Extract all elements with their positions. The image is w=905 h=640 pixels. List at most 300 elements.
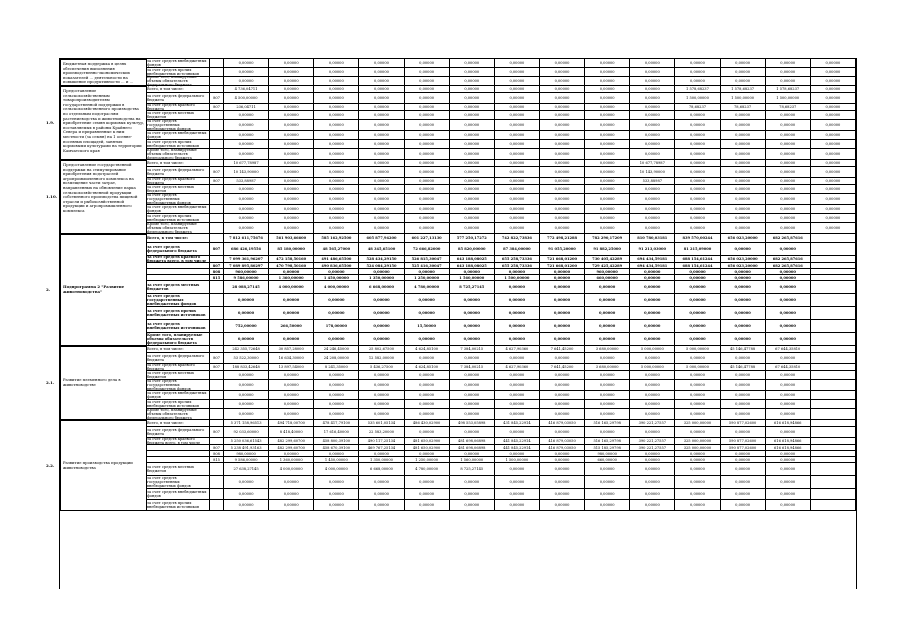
- value-cell: 0,00000: [495, 140, 540, 148]
- grbs-cell: [210, 256, 224, 262]
- value-cell: 0,00000: [405, 333, 450, 345]
- value-cell: 0,00000: [314, 131, 359, 139]
- value-cell: 655 258,73336: [495, 263, 540, 268]
- value-cell: 616 618,94866: [766, 420, 811, 426]
- value-cell: 1 350,00000: [359, 275, 404, 280]
- value-cell: 0,00000: [766, 476, 811, 488]
- value-cell: 22 583,20000: [359, 427, 404, 437]
- value-cell: 590 877,02600: [721, 420, 766, 426]
- value-cell: 0,00000: [224, 400, 269, 408]
- table-row: [60, 438, 856, 445]
- value-cell: 0,00000: [495, 167, 540, 177]
- value-cell: 13 897,54000: [269, 364, 314, 370]
- value-cell: 0,00000: [630, 307, 675, 319]
- source-cell: Кроме того, планируемые объемы обязательств федерального бюджета: [146, 409, 210, 419]
- value-cell: 0,00000: [359, 59, 404, 67]
- value-cell: 0,00000: [405, 380, 450, 390]
- value-cell: 0,00000: [359, 223, 404, 233]
- source-cell: [146, 451, 210, 456]
- value-cell: [811, 263, 856, 268]
- value-cell: 656 023,20000: [721, 256, 766, 262]
- value-cell: 0,00000: [540, 463, 585, 475]
- value-cell: 0,00000: [766, 68, 811, 76]
- value-cell: 0,00000: [269, 214, 314, 222]
- value-cell: 67 644,35810: [766, 364, 811, 370]
- value-cell: 0,00000: [269, 160, 314, 166]
- source-cell: [146, 457, 210, 462]
- source-cell: за счет средств федерального бюджета: [146, 427, 210, 437]
- value-cell: [811, 445, 856, 450]
- value-cell: 0,00000: [224, 391, 269, 399]
- value-cell: 0,00000: [450, 149, 495, 159]
- value-cell: 0,00000: [450, 476, 495, 488]
- value-cell: 9 586,00000: [224, 457, 269, 462]
- value-cell: 0,00000: [585, 86, 630, 92]
- value-cell: 0,00000: [585, 59, 630, 67]
- value-cell: 0,00000: [766, 149, 811, 159]
- value-cell: 0,00000: [811, 185, 856, 193]
- value-cell: 0,00000: [495, 353, 540, 363]
- budget-table: [46, 58, 857, 589]
- value-cell: 1 500,00000: [721, 93, 766, 103]
- grbs-cell: [210, 281, 224, 293]
- value-cell: 0,00000: [585, 68, 630, 76]
- value-cell: 0,00000: [675, 77, 720, 85]
- value-cell: 0,00000: [721, 409, 766, 419]
- value-cell: 6 668,00000: [359, 281, 404, 293]
- value-cell: 0,00000: [721, 205, 766, 213]
- value-cell: 0,00000: [540, 307, 585, 319]
- value-cell: 0,00000: [450, 269, 495, 274]
- value-cell: 0,00000: [450, 307, 495, 319]
- value-cell: 0,00000: [721, 427, 766, 437]
- value-cell: 782 290,17209: [585, 234, 630, 242]
- value-cell: 694 434,59181: [630, 263, 675, 268]
- value-cell: 85 180,00000: [269, 243, 314, 255]
- value-cell: 0,00000: [269, 140, 314, 148]
- value-cell: 0,00000: [359, 269, 404, 274]
- value-cell: 0,00000: [630, 427, 675, 437]
- value-cell: 0,00000: [495, 380, 540, 390]
- value-cell: 0,00000: [675, 140, 720, 148]
- value-cell: 431 845,22914: [495, 420, 540, 426]
- value-cell: 0,00000: [721, 68, 766, 76]
- value-cell: 0,00000: [450, 111, 495, 119]
- value-cell: 0,00000: [540, 500, 585, 510]
- value-cell: [811, 380, 856, 390]
- value-cell: 0,00000: [495, 409, 540, 419]
- value-cell: 590 877,02600: [721, 445, 766, 450]
- value-cell: 4 780,00000: [405, 281, 450, 293]
- value-cell: 1 578,68237: [721, 86, 766, 92]
- value-cell: 0,00000: [405, 371, 450, 379]
- value-cell: 0,00000: [495, 194, 540, 204]
- value-cell: 0,00000: [540, 380, 585, 390]
- value-cell: 0,00000: [585, 167, 630, 177]
- value-cell: 1 578,68237: [675, 86, 720, 92]
- value-cell: 0,00000: [224, 140, 269, 148]
- value-cell: 0,00000: [359, 489, 404, 499]
- value-cell: 92 033,60000: [224, 427, 269, 437]
- value-cell: 0,00000: [675, 281, 720, 293]
- value-cell: 0,00000: [675, 59, 720, 67]
- value-cell: 4 624,85100: [405, 364, 450, 370]
- value-cell: 53 522,30000: [224, 353, 269, 363]
- value-cell: 686 426,19556: [224, 243, 269, 255]
- value-cell: 0,00000: [630, 294, 675, 306]
- value-cell: 0,00000: [811, 77, 856, 85]
- value-cell: 390 221,27557: [630, 420, 675, 426]
- value-cell: 87 384,00000: [495, 243, 540, 255]
- value-cell: 0,00000: [224, 476, 269, 488]
- table-row: [60, 194, 856, 205]
- value-cell: 242 355,72648: [224, 346, 269, 352]
- value-cell: 0,00000: [224, 214, 269, 222]
- value-cell: 561 903,66600: [269, 234, 314, 242]
- value-cell: 0,00000: [405, 409, 450, 419]
- value-cell: 0,00000: [585, 320, 630, 332]
- value-cell: 0,00000: [224, 380, 269, 390]
- grbs-cell: [210, 346, 224, 352]
- grbs-cell: [210, 409, 224, 419]
- section-number: 2.: [46, 287, 51, 292]
- value-cell: 0,00000: [359, 86, 404, 92]
- value-cell: 0,00000: [766, 307, 811, 319]
- value-cell: 0,00000: [359, 68, 404, 76]
- value-cell: 4 000,00000: [314, 281, 359, 293]
- value-cell: [811, 427, 856, 437]
- grbs-cell: 807: [210, 167, 224, 177]
- grbs-cell: [210, 294, 224, 306]
- value-cell: 0,00000: [405, 178, 450, 184]
- value-cell: 1 350,00000: [359, 457, 404, 462]
- value-cell: 0,00000: [675, 167, 720, 177]
- source-cell: Кроме того, планируемые объемы обязательств федерального бюджета: [146, 333, 210, 345]
- source-cell: за счет средств государственных внебюджетных фондов: [146, 476, 210, 488]
- value-cell: 0,00000: [675, 391, 720, 399]
- value-cell: 0,00000: [314, 409, 359, 419]
- table-row: [60, 149, 856, 160]
- value-cell: 0,00000: [630, 409, 675, 419]
- value-cell: 0,00000: [269, 500, 314, 510]
- value-cell: 0,00000: [540, 93, 585, 103]
- value-cell: 0,00000: [630, 391, 675, 399]
- value-cell: 0,00000: [540, 400, 585, 408]
- value-cell: 0,00000: [766, 178, 811, 184]
- value-cell: 0,00000: [630, 333, 675, 345]
- source-cell: Всего, в том числе:: [146, 86, 210, 92]
- value-cell: [811, 294, 856, 306]
- section-description: Развитие племенного дела в животноводстве: [60, 346, 147, 420]
- value-cell: [811, 400, 856, 408]
- value-cell: 0,00000: [721, 77, 766, 85]
- value-cell: 5 000,00000: [630, 364, 675, 370]
- value-cell: 0,00000: [314, 160, 359, 166]
- value-cell: 0,00000: [450, 185, 495, 193]
- value-cell: 0,00000: [721, 214, 766, 222]
- value-cell: 0,00000: [224, 120, 269, 130]
- value-cell: 15,50000: [405, 320, 450, 332]
- value-cell: 78,68237: [721, 104, 766, 110]
- value-cell: 0,00000: [314, 500, 359, 510]
- value-cell: 0,00000: [766, 409, 811, 419]
- value-cell: 0,00000: [269, 489, 314, 499]
- value-cell: 0,00000: [766, 77, 811, 85]
- value-cell: 469 767,25134: [359, 445, 404, 450]
- value-cell: 0,00000: [630, 281, 675, 293]
- table-row: [60, 256, 856, 263]
- value-cell: 0,00000: [540, 160, 585, 166]
- value-cell: 0,00000: [450, 160, 495, 166]
- value-cell: 5 238 491,93163: [224, 445, 269, 450]
- value-cell: 0,00000: [495, 281, 540, 293]
- value-cell: 0,00000: [585, 427, 630, 437]
- value-cell: 0,00000: [450, 380, 495, 390]
- value-cell: 482 299,60700: [269, 445, 314, 450]
- source-cell: [146, 263, 210, 268]
- grbs-cell: 807: [210, 427, 224, 437]
- table-row: [60, 380, 856, 391]
- value-cell: 0,00000: [630, 68, 675, 76]
- value-cell: 0,00000: [450, 140, 495, 148]
- value-cell: 0,00000: [405, 451, 450, 456]
- value-cell: 0,00000: [721, 185, 766, 193]
- value-cell: 0,00000: [495, 59, 540, 67]
- value-cell: 0,00000: [450, 120, 495, 130]
- value-cell: 4 000,00000: [269, 463, 314, 475]
- source-cell: за счет средств местных бюджетов: [146, 371, 210, 379]
- value-cell: 0,00000: [811, 68, 856, 76]
- value-cell: 0,00000: [585, 194, 630, 204]
- value-cell: 0,00000: [495, 104, 540, 110]
- grbs-cell: [210, 77, 224, 85]
- value-cell: 0,00000: [630, 476, 675, 488]
- source-cell: за счет средств местных бюджетов: [146, 111, 210, 119]
- value-cell: 458 670,39100: [314, 445, 359, 450]
- value-cell: 1 450,00000: [314, 457, 359, 462]
- value-cell: [811, 457, 856, 462]
- value-cell: 0,00000: [314, 185, 359, 193]
- source-cell: за счет средств государственных внебюджетных фондов: [146, 194, 210, 204]
- value-cell: 0,00000: [630, 269, 675, 274]
- value-cell: 0,00000: [585, 205, 630, 213]
- value-cell: [811, 307, 856, 319]
- value-cell: [811, 320, 856, 332]
- value-cell: 10 677,78987: [630, 160, 675, 166]
- value-cell: [811, 391, 856, 399]
- value-cell: 0,00000: [495, 451, 540, 456]
- value-cell: 0,00000: [630, 205, 675, 213]
- grbs-cell: [210, 380, 224, 390]
- value-cell: 643 188,08025: [450, 263, 495, 268]
- value-cell: 0,00000: [766, 489, 811, 499]
- value-cell: 0,00000: [269, 400, 314, 408]
- value-cell: 0,00000: [540, 131, 585, 139]
- value-cell: 1 578,68237: [766, 86, 811, 92]
- value-cell: 0,00000: [766, 120, 811, 130]
- value-cell: 0,00000: [495, 500, 540, 510]
- value-cell: 0,00000: [766, 205, 811, 213]
- value-cell: 0,00000: [269, 167, 314, 177]
- grbs-cell: 807: [210, 243, 224, 255]
- value-cell: 0,00000: [359, 77, 404, 85]
- value-cell: 0,00000: [675, 131, 720, 139]
- table-row: [60, 131, 856, 140]
- value-cell: 0,00000: [405, 194, 450, 204]
- value-cell: 0,00000: [269, 307, 314, 319]
- value-cell: 0,00000: [766, 294, 811, 306]
- value-cell: 0,00000: [721, 131, 766, 139]
- grbs-cell: [210, 149, 224, 159]
- value-cell: 0,00000: [495, 320, 540, 332]
- value-cell: 0,00000: [269, 333, 314, 345]
- table-row: [60, 320, 856, 333]
- source-cell: за счет средств внебюджетных фондов: [146, 205, 210, 213]
- table-row: [60, 420, 856, 427]
- grbs-cell: 807: [210, 263, 224, 268]
- value-cell: 0,00000: [405, 205, 450, 213]
- value-cell: 78,68237: [675, 104, 720, 110]
- value-cell: 0,00000: [811, 205, 856, 213]
- value-cell: [811, 275, 856, 280]
- value-cell: 0,00000: [495, 223, 540, 233]
- value-cell: 0,00000: [495, 160, 540, 166]
- grbs-cell: [210, 463, 224, 475]
- value-cell: [811, 500, 856, 510]
- source-cell: за счет средств государственных внебюджетных фондов: [146, 294, 210, 306]
- value-cell: 0,00000: [540, 223, 585, 233]
- grbs-cell: [210, 223, 224, 233]
- value-cell: 533,88987: [630, 178, 675, 184]
- value-cell: 0,00000: [269, 223, 314, 233]
- value-cell: 1 360,00000: [269, 457, 314, 462]
- value-cell: 0,00000: [721, 463, 766, 475]
- grbs-cell: [210, 68, 224, 76]
- value-cell: 1 560,00000: [450, 457, 495, 462]
- value-cell: 0,00000: [675, 275, 720, 280]
- source-cell: за счет средств краевого бюджета всего, в том числе: [146, 256, 210, 262]
- grbs-cell: [210, 391, 224, 399]
- value-cell: 30 857,28000: [269, 346, 314, 352]
- value-cell: 0,00000: [314, 77, 359, 85]
- value-cell: 0,00000: [269, 205, 314, 213]
- value-cell: 0,00000: [314, 140, 359, 148]
- value-cell: 0,00000: [675, 476, 720, 488]
- value-cell: 0,00000: [314, 205, 359, 213]
- source-cell: за счет средств краевого бюджета: [146, 364, 210, 370]
- value-cell: 0,00000: [314, 120, 359, 130]
- value-cell: 0,00000: [495, 427, 540, 437]
- value-cell: 730 405,42289: [585, 256, 630, 262]
- value-cell: 416 879,03050: [540, 438, 585, 444]
- value-cell: 0,00000: [405, 294, 450, 306]
- value-cell: 0,00000: [450, 59, 495, 67]
- value-cell: 4 627,90360: [495, 364, 540, 370]
- value-cell: 0,00000: [224, 59, 269, 67]
- value-cell: 0,00000: [224, 333, 269, 345]
- value-cell: 0,00000: [269, 68, 314, 76]
- value-cell: 0,00000: [540, 427, 585, 437]
- value-cell: 0,00000: [675, 333, 720, 345]
- value-cell: 605 877,94200: [359, 234, 404, 242]
- value-cell: 0,00000: [675, 353, 720, 363]
- value-cell: 0,00000: [630, 275, 675, 280]
- table-row: [60, 59, 856, 68]
- value-cell: 0,00000: [721, 149, 766, 159]
- value-cell: 0,00000: [450, 167, 495, 177]
- value-cell: 0,00000: [721, 307, 766, 319]
- value-cell: 1 250,00000: [405, 457, 450, 462]
- value-cell: 0,00000: [314, 307, 359, 319]
- value-cell: 682 265,87616: [766, 256, 811, 262]
- value-cell: 325 000,00000: [675, 438, 720, 444]
- table-row: [60, 463, 856, 476]
- value-cell: 660,00000: [585, 457, 630, 462]
- value-cell: [811, 353, 856, 363]
- value-cell: 0,00000: [630, 111, 675, 119]
- value-cell: 524 084,29150: [359, 263, 404, 268]
- table-row: [60, 160, 856, 167]
- value-cell: 0,00000: [675, 149, 720, 159]
- value-cell: 810 780,03181: [630, 234, 675, 242]
- value-cell: 4 000,00000: [269, 281, 314, 293]
- value-cell: 0,00000: [540, 120, 585, 130]
- source-cell: за счет средств внебюджетных фондов: [146, 59, 210, 67]
- value-cell: 0,00000: [540, 294, 585, 306]
- source-cell: за счет средств федерального бюджета: [146, 243, 210, 255]
- value-cell: 0,00000: [405, 111, 450, 119]
- value-cell: 0,00000: [675, 457, 720, 462]
- value-cell: 5 250 036,61543: [224, 438, 269, 444]
- value-cell: 0,00000: [766, 185, 811, 193]
- value-cell: 72 666,82000: [405, 243, 450, 255]
- source-cell: [146, 275, 210, 280]
- value-cell: 0,00000: [540, 451, 585, 456]
- value-cell: 0,00000: [314, 93, 359, 103]
- value-cell: 0,00000: [314, 104, 359, 110]
- value-cell: 0,00000: [269, 178, 314, 184]
- value-cell: 0,00000: [630, 86, 675, 92]
- value-cell: 5 371 158,96513: [224, 420, 269, 426]
- value-cell: 0,00000: [450, 93, 495, 103]
- value-cell: 0,00000: [450, 391, 495, 399]
- value-cell: [811, 346, 856, 352]
- value-cell: 0,00000: [405, 307, 450, 319]
- value-cell: 0,00000: [585, 400, 630, 408]
- source-cell: Всего, в том числе:: [146, 420, 210, 426]
- value-cell: 0,00000: [495, 185, 540, 193]
- grbs-cell: [210, 120, 224, 130]
- source-cell: за счет средств краевого бюджета: [146, 178, 210, 184]
- value-cell: 0,00000: [359, 178, 404, 184]
- value-cell: 0,00000: [540, 371, 585, 379]
- value-cell: 8 418,40000: [269, 427, 314, 437]
- value-cell: 0,00000: [721, 140, 766, 148]
- value-cell: 7 812 611,75676: [224, 234, 269, 242]
- grbs-cell: [210, 500, 224, 510]
- value-cell: 616 618,94866: [766, 438, 811, 444]
- value-cell: 45 146,47788: [721, 346, 766, 352]
- value-cell: 0,00000: [269, 185, 314, 193]
- grbs-cell: [210, 234, 224, 242]
- value-cell: 0,00000: [675, 380, 720, 390]
- value-cell: 0,00000: [269, 77, 314, 85]
- value-cell: 0,00000: [585, 500, 630, 510]
- value-cell: 0,00000: [269, 294, 314, 306]
- grbs-cell: [210, 438, 224, 444]
- table-row: [60, 364, 856, 371]
- value-cell: 0,00000: [314, 476, 359, 488]
